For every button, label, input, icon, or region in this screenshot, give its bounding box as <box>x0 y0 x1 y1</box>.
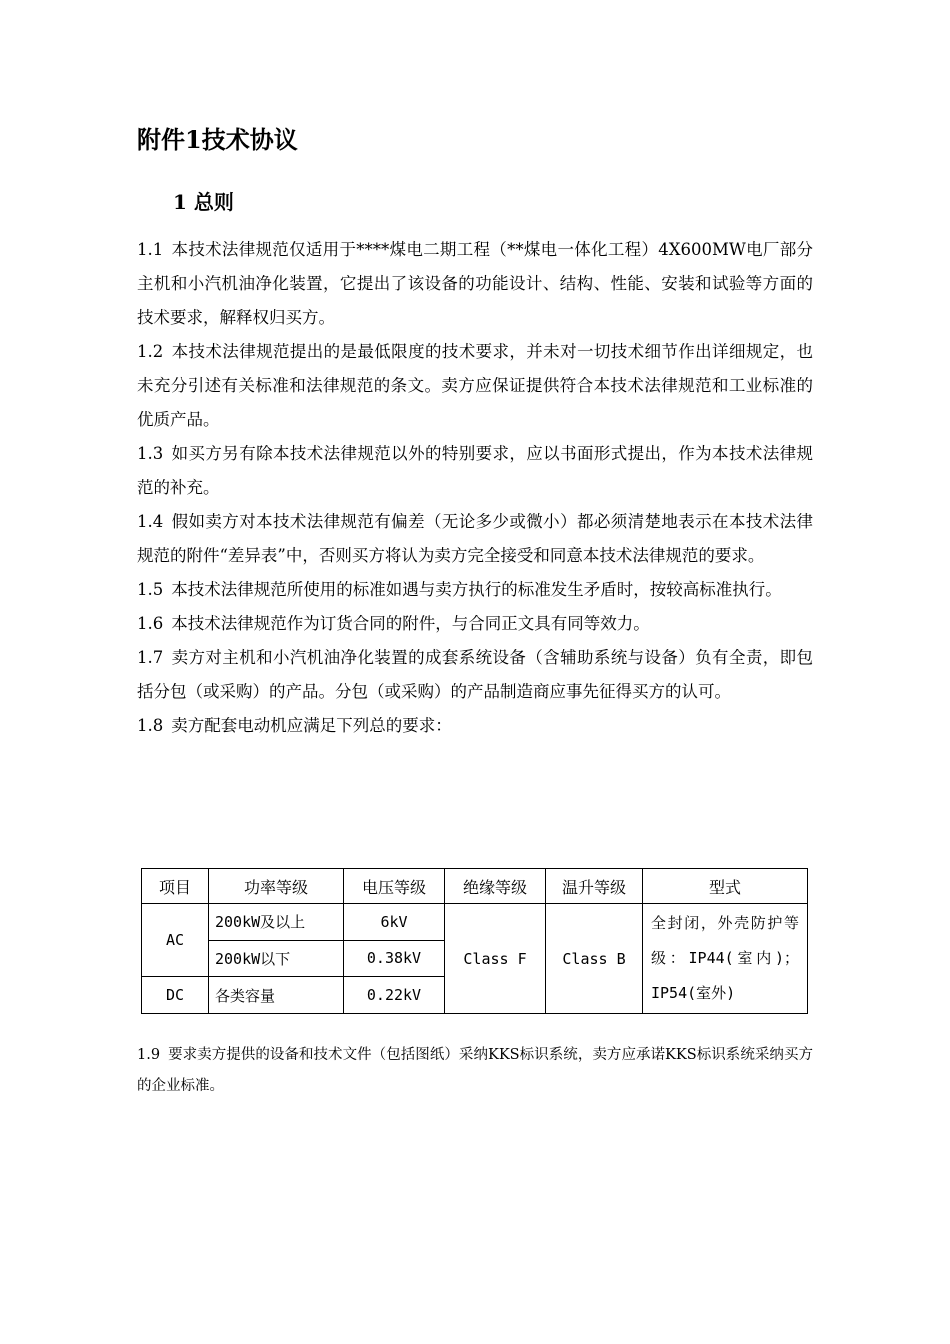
voltage-cell: 6kV <box>344 904 445 941</box>
section-heading: 1 总则 <box>173 190 234 214</box>
paragraph-1-6: 1.6 本技术法律规范作为订货合同的附件，与合同正文具有同等效力。 <box>137 614 650 633</box>
dc-cell: DC <box>142 977 209 1014</box>
power-cell: 各类容量 <box>209 977 344 1014</box>
document-title: 附件1技术协议 <box>137 125 298 154</box>
paragraph-1-9: 1.9 要求卖方提供的设备和技术文件（包括图纸）采纳KKS标识系统，卖方应承诺KKS标识系统采纳买方的企业标准。 <box>137 1047 813 1094</box>
ac-cell: AC <box>142 904 209 977</box>
header-item: 项目 <box>142 869 209 904</box>
table-row <box>142 904 808 941</box>
paragraph-1-2: 1.2 本技术法律规范提出的是最低限度的技术要求，并未对一切技术细节作出详细规定，也未充分引述有关标准和法律规范的条文。卖方应保证提供符合本技术法律规范和工业标准的优质产品。 <box>137 342 813 429</box>
paragraph-list <box>137 233 813 743</box>
header-temp-rise: 温升等级 <box>546 869 643 904</box>
header-voltage: 电压等级 <box>344 869 445 904</box>
paragraph-1-7: 1.7 卖方对主机和小汽机油净化装置的成套系统设备（含辅助系统与设备）负有全责，即包括分包（或采购）的产品。分包（或采购）的产品制造商应事先征得买方的认可。 <box>137 648 813 701</box>
voltage-cell: 0.38kV <box>344 940 445 977</box>
temp-rise-cell: Class B <box>546 904 643 1014</box>
paragraph-1-3: 1.3 如买方另有除本技术法律规范以外的特别要求，应以书面形式提出，作为本技术法律规范的补充。 <box>137 444 813 497</box>
table-header-row <box>142 869 808 904</box>
paragraph-1-8: 1.8 卖方配套电动机应满足下列总的要求： <box>137 716 452 735</box>
type-cell: 全封闭，外壳防护等级：IP44(室内)；IP54(室外) <box>643 904 808 1014</box>
header-insulation: 绝缘等级 <box>445 869 546 904</box>
motor-requirements-table <box>141 868 808 1014</box>
paragraph-1-1: 1.1 本技术法律规范仅适用于****煤电二期工程（**煤电一体化工程）4X600MW电厂部分主机和小汽机油净化装置，它提出了该设备的功能设计、结构、性能、安装和试验等方面的技术要求，解释权归买方。 <box>137 240 813 327</box>
power-cell: 200kW及以上 <box>209 904 344 941</box>
header-type: 型式 <box>643 869 808 904</box>
header-power: 功率等级 <box>209 869 344 904</box>
power-cell: 200kW以下 <box>209 940 344 977</box>
paragraph-1-5: 1.5 本技术法律规范所使用的标准如遇与卖方执行的标准发生矛盾时，按较高标准执行。 <box>137 580 782 599</box>
voltage-cell: 0.22kV <box>344 977 445 1014</box>
paragraph-1-4: 1.4 假如卖方对本技术法律规范有偏差（无论多少或微小）都必须清楚地表示在本技术法律规范的附件“差异表”中，否则买方将认为卖方完全接受和同意本技术法律规范的要求。 <box>137 512 813 565</box>
insulation-cell: Class F <box>445 904 546 1014</box>
